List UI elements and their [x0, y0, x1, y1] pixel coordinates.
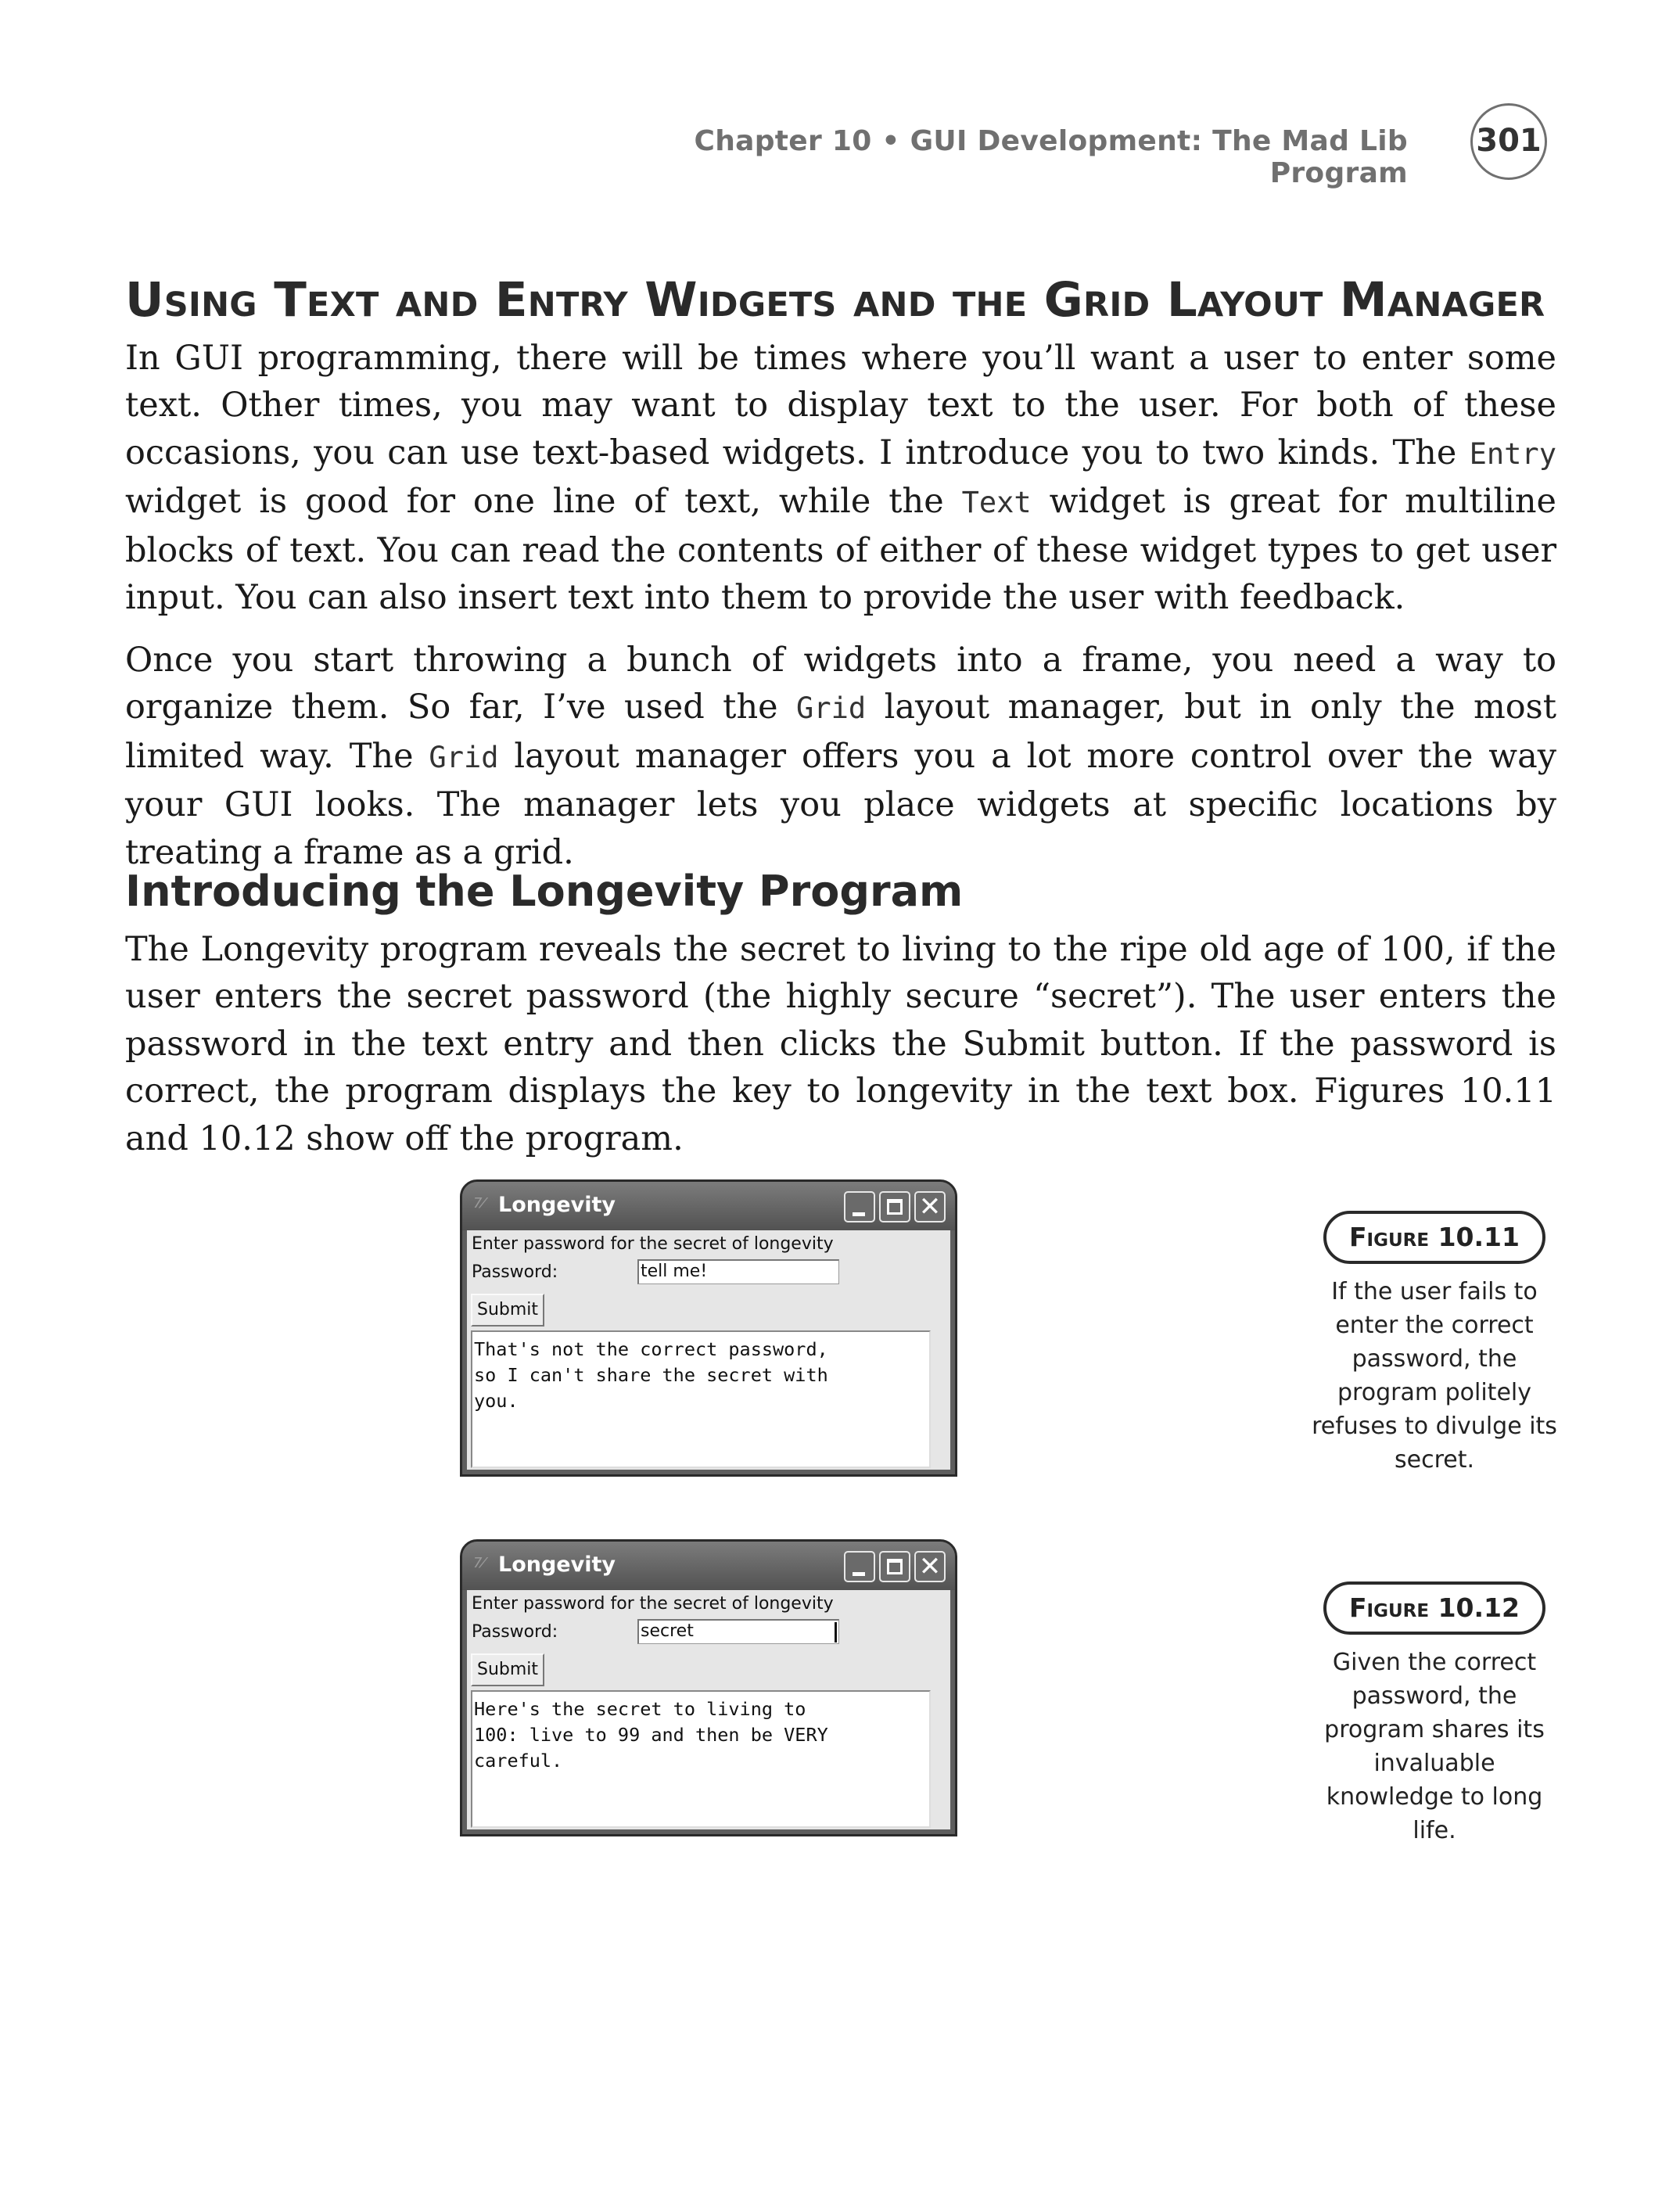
running-head: Chapter 10 • GUI Development: The Mad Lib Program [694, 125, 1408, 189]
minimize-icon [853, 1212, 865, 1216]
body-paragraph-3: The Longevity program reveals the secret to living to the ripe old age of 100, if the user enters the secret password (the highly secure “secret”). The user enters the password in the text entry and then clicks the Submit button. If the password is correct, the program displays the key to longevity in the text box. Figures 10.11 and 10.12 show off the program. [125, 930, 1556, 1158]
password-input[interactable]: tell me! [637, 1259, 839, 1284]
password-input[interactable] [637, 1619, 839, 1644]
password-value: secret [641, 1621, 694, 1641]
instruction-label: Enter password for the secret of longevity [472, 1594, 834, 1614]
figure-label: Figure 10.11 [1323, 1211, 1545, 1264]
submit-button[interactable]: Submit [471, 1653, 544, 1686]
tk-feather-icon: 7⁄ [473, 1555, 485, 1571]
longevity-window-fail [460, 1179, 957, 1477]
close-icon: ✕ [918, 1551, 942, 1582]
minimize-button[interactable] [844, 1551, 875, 1582]
maximize-button[interactable] [879, 1551, 910, 1582]
minimize-icon [853, 1572, 865, 1576]
code-text: Text [961, 486, 1032, 520]
page-number: 301 [1470, 103, 1547, 180]
password-label: Password: [472, 1262, 558, 1282]
window-titlebar[interactable] [462, 1542, 955, 1590]
body-paragraph-1: In GUI programming, there will be times where you’ll want a user to enter some text. Other times, you may want to display text to the user. For both of these occasions, you can use text-based widgets. I introduce you to two kinds. The Entry widget is good for one line of text, while the Text widget is great for multiline blocks of text. You can read the contents of either of these widget types to get user input. You can also insert text into them to provide the user with feedback. [125, 339, 1556, 618]
password-label: Password: [472, 1622, 558, 1642]
window-title: Longevity [498, 1193, 616, 1217]
maximize-button[interactable] [879, 1191, 910, 1222]
close-button[interactable] [914, 1191, 946, 1222]
window-title: Longevity [498, 1553, 616, 1577]
code-entry: Entry [1469, 436, 1556, 471]
figure-caption: If the user fails to enter the correct password, the program politely refuses to divulge its secret. [1312, 1278, 1557, 1474]
code-grid: Grid [429, 740, 499, 774]
code-grid: Grid [796, 691, 867, 726]
maximize-icon [887, 1559, 903, 1574]
close-button[interactable] [914, 1551, 946, 1582]
instruction-label: Enter password for the secret of longevity [472, 1234, 834, 1254]
window-body [467, 1590, 950, 1829]
output-textbox[interactable]: Here's the secret to living to 100: live to 99 and then be VERY careful. [471, 1690, 931, 1828]
minimize-button[interactable] [844, 1191, 875, 1222]
figure-caption: Given the correct password, the program shares its invaluable knowledge to long life. [1324, 1649, 1545, 1844]
output-textbox[interactable]: That's not the correct password, so I can't share the secret with you. [471, 1330, 931, 1468]
tk-feather-icon: 7⁄ [473, 1195, 485, 1212]
window-titlebar[interactable] [462, 1182, 955, 1230]
close-icon: ✕ [918, 1191, 942, 1222]
longevity-window-success [460, 1539, 957, 1836]
text-cursor [835, 1622, 837, 1642]
maximize-icon [887, 1199, 903, 1215]
figure-label: Figure 10.12 [1323, 1581, 1545, 1635]
submit-button[interactable]: Submit [471, 1294, 544, 1327]
section-title: Using Text and Entry Widgets and the Grid Layout Manager [125, 272, 1545, 328]
subsection-title: Introducing the Longevity Program [125, 867, 964, 916]
window-body [467, 1230, 950, 1470]
body-paragraph-2: Once you start throwing a bunch of widgets into a frame, you need a way to organize them. So far, I’ve used the Grid layout manager, but in only the most limited way. The Grid layout manager offers you a lot more control over the way your GUI looks. The manager lets you place widgets at specific locations by treating a frame as a grid. [125, 641, 1557, 872]
